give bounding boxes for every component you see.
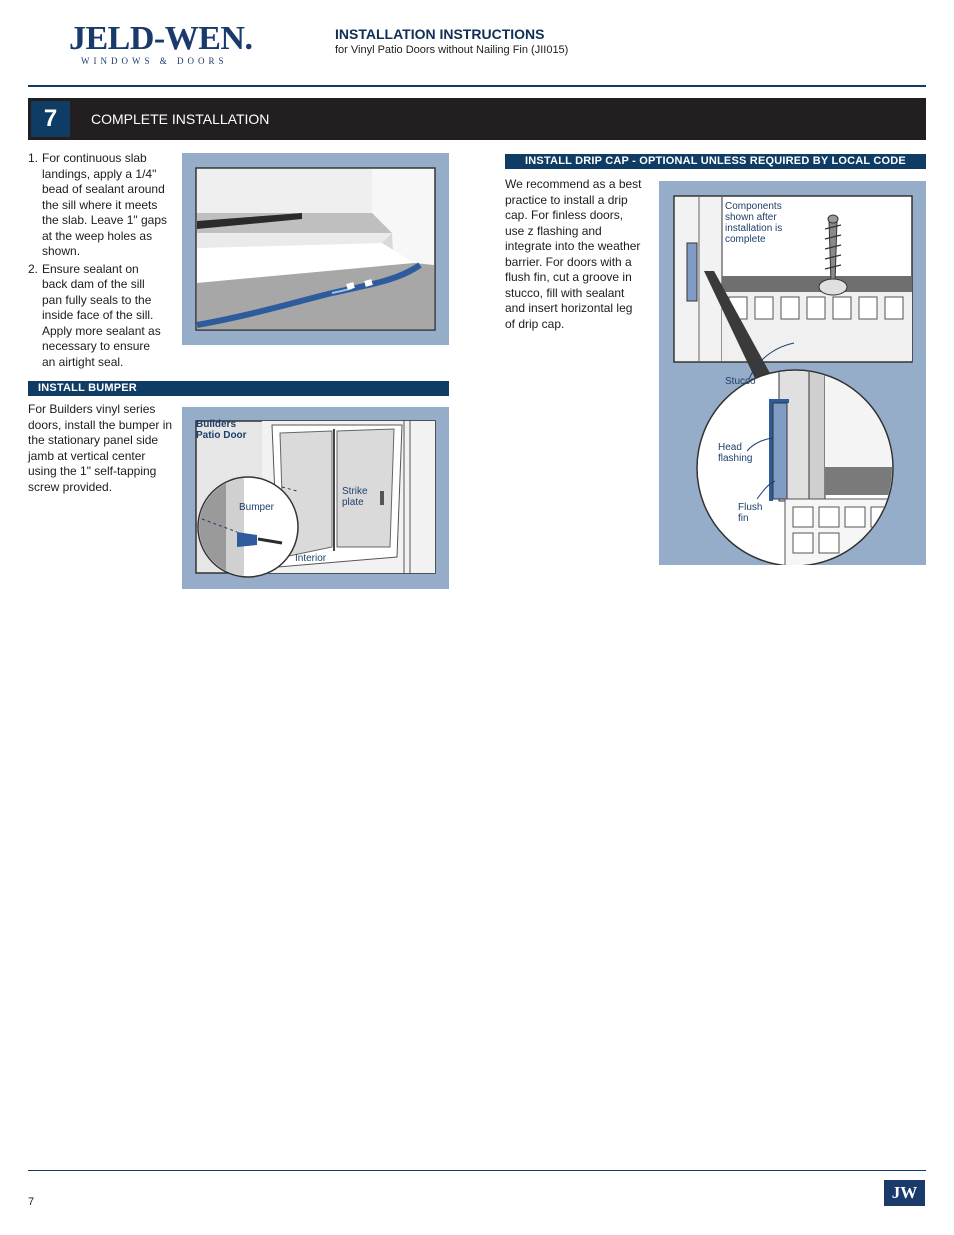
list-item: [28, 262, 193, 371]
logo-tagline: WINDOWS & DOORS: [81, 56, 228, 66]
jeld-wen-logo: [69, 22, 259, 70]
document-title: INSTALLATION INSTRUCTIONS: [335, 26, 545, 42]
step-number: 7: [31, 101, 70, 137]
sill-sealant-illustration: [182, 153, 449, 345]
list-item-number: 2.: [28, 261, 39, 276]
document-subtitle: for Vinyl Patio Doors without Nailing Fin (JII015): [335, 44, 569, 56]
list-item: [28, 151, 193, 260]
list-item-text: Ensure sealant on back dam of the sill pan fully seals to the inside face of the sill. Apply more sealant as necessary to ensure an airtight seal.: [42, 261, 161, 369]
list-item-number: 1.: [28, 151, 39, 165]
label-bumper: Bumper: [239, 502, 275, 513]
label-flush-fin: Flush fin: [738, 502, 763, 524]
label-stucco: Stucco: [725, 376, 756, 387]
page-number: 7: [28, 1196, 35, 1208]
install-bumper-heading: INSTALL BUMPER: [28, 381, 449, 396]
label-strike-plate: Strike plate: [342, 486, 368, 508]
logo-wordmark: JELD-WEN.: [69, 20, 253, 57]
sill-sealant-figure: [182, 153, 449, 345]
slab-instructions: [28, 151, 193, 370]
label-components: Components shown after installation is complete: [725, 201, 783, 245]
footer-divider: [28, 1170, 926, 1171]
list-item-text: For continuous slab landings, apply a 1/4" bead of sealant around the sill where it meets the slab. Leave 1" gaps at the weep holes as shown.: [42, 151, 168, 258]
label-builders-patio-door: Builders Patio Door: [196, 419, 247, 441]
step-title: COMPLETE INSTALLATION: [91, 111, 270, 127]
label-head-flashing: Head flashing: [718, 442, 753, 464]
drip-cap-instructions: We recommend as a best practice to install a drip cap. For finless doors, use z flashing and integrate into the weather barrier. For doors with a flush fin, cut a groove in stucco, fill with sealant and insert horizontal leg of drip cap.: [505, 177, 642, 331]
bumper-instructions: For Builders vinyl series doors, install the bumper in the stationary panel side jamb at vertical center using the 1" self-tapping screw provided.: [28, 402, 173, 494]
label-interior: Interior: [295, 553, 327, 564]
header-divider: [28, 85, 926, 87]
jw-badge-logo: JW: [884, 1180, 925, 1206]
install-drip-cap-heading: INSTALL DRIP CAP - OPTIONAL UNLESS REQUIRED BY LOCAL CODE: [505, 154, 926, 169]
